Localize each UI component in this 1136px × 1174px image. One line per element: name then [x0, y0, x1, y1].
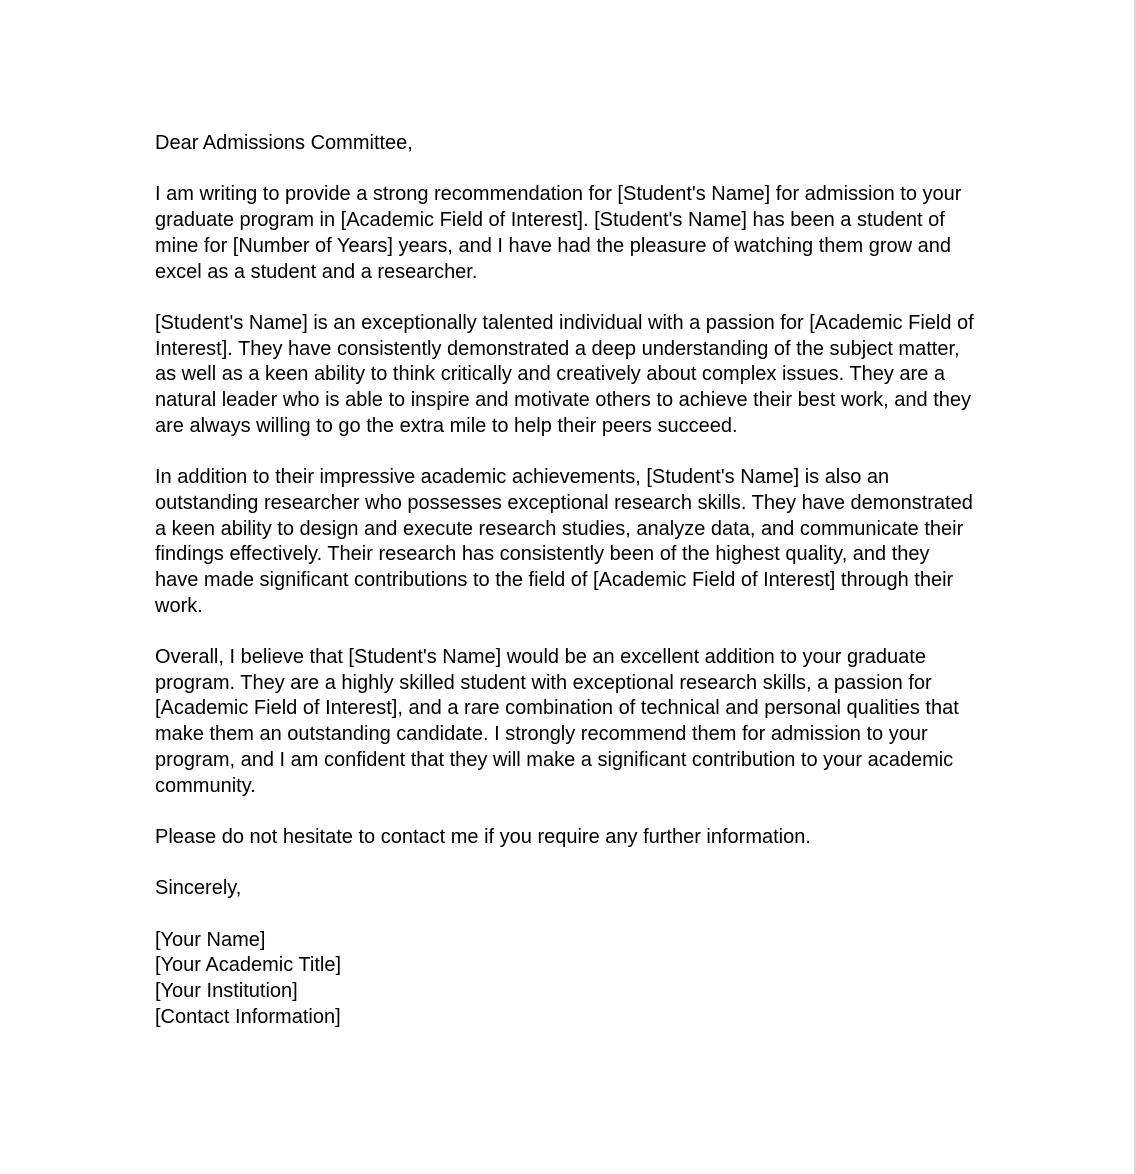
- signature-institution: [Your Institution]: [155, 980, 298, 1003]
- paragraph-contact: Please do not hesitate to contact me if you require any further information.: [155, 825, 811, 848]
- closing: Sincerely,: [155, 877, 242, 900]
- signature-title: [Your Academic Title]: [155, 954, 342, 977]
- paragraph-research: In addition to their impressive academic achievements, [Student's Name] is also an outstanding researcher who possesses exceptional research skills. They have demonstrated a keen ability to design and execute research studies, analyze data, and communicate their findings effectively. Their research has consistently been of the highest quality, and they have made significant contributions to the field of [Academic Field of Interest] through their work.: [155, 466, 973, 617]
- signature-contact: [Contact Information]: [155, 1005, 341, 1028]
- paragraph-overall: Overall, I believe that [Student's Name] would be an excellent addition to your graduate program. They are a highly skilled student with exceptional research skills, a passion for [Academic Field of Interest], and a rare combination of technical and personal qualities that make them an outstanding candidate. I strongly recommend them for admission to your program, and I am confident that they will make a significant contribution to your academic community.: [155, 646, 959, 797]
- signature-block: [155, 928, 975, 1031]
- paragraph-qualities: [Student's Name] is an exceptionally talented individual with a passion for [Academic Field of Interest]. They have consistently demonstrated a deep understanding of the subject matter, as well as a keen ability to think critically and creatively about complex issues. They are a natural leader who is able to inspire and motivate others to achieve their best work, and they are always willing to go the extra mile to help their peers succeed.: [155, 311, 974, 437]
- recommendation-letter: [155, 131, 975, 1031]
- signature-name: [Your Name]: [155, 928, 266, 951]
- paragraph-introduction: I am writing to provide a strong recommendation for [Student's Name] for admission to your graduate program in [Academic Field of Interest]. [Student's Name] has been a student of mine for [Number of Years] years, and I have had the pleasure of watching them grow and excel as a student and a researcher.: [155, 183, 962, 283]
- salutation: Dear Admissions Committee,: [155, 132, 413, 154]
